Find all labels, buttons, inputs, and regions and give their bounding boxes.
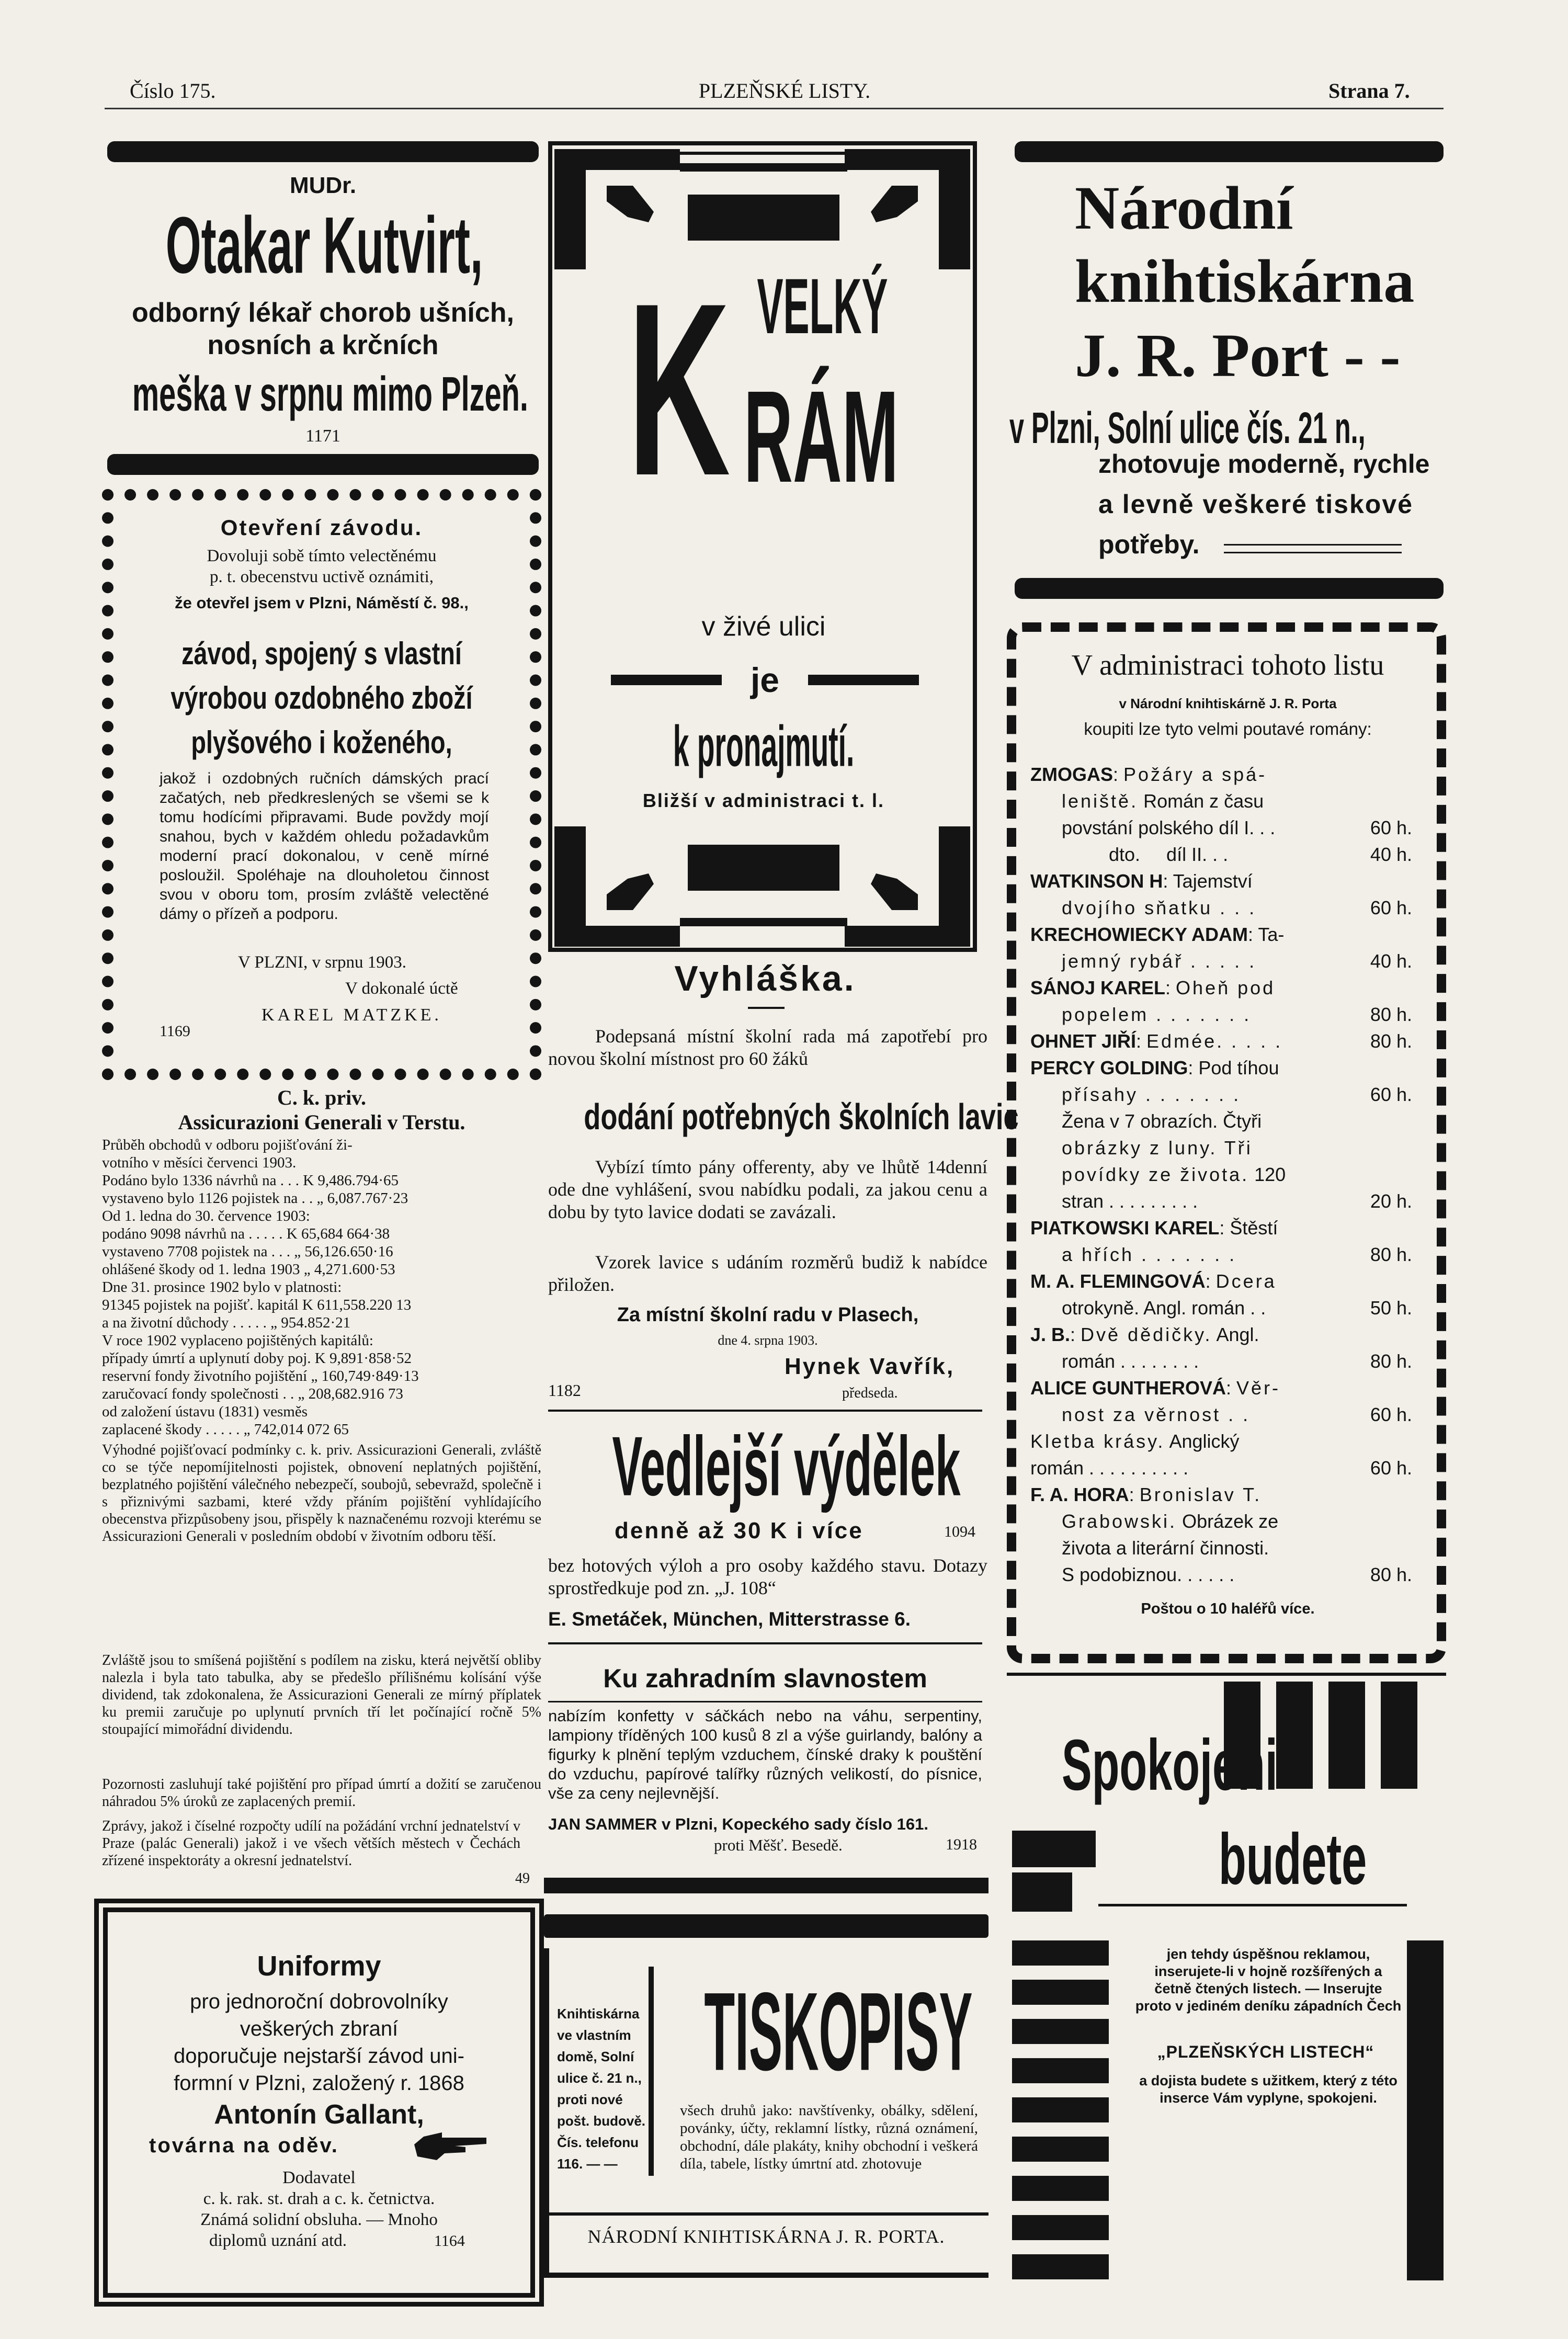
list-item: přísahy . . . . . . . 60 h. xyxy=(1062,1084,1412,1105)
kutvirt-number: 1171 xyxy=(305,426,340,446)
list-item: života a literární činnosti. xyxy=(1062,1537,1269,1559)
porta-desc-2: a levně veškeré tiskové xyxy=(1098,490,1413,519)
kutvirt-bottom-bar xyxy=(107,454,539,475)
generali-para-4: Zprávy, jakož i číselné rozpočty udílí na požádání vrchní jednatelství v Praze (palác Generali) jakož i ve všech větších městech v Čechách zřízené inspektoráty a okresní jednatelství. xyxy=(102,1818,520,1869)
newspaper-title: PLZEŇSKÉ LISTY. xyxy=(698,79,871,103)
gallant-line-2: veškerých zbraní xyxy=(240,2017,399,2040)
page-number: Strana 7. xyxy=(1328,79,1410,103)
vyhlaska-number: 1182 xyxy=(548,1381,581,1400)
matzke-regards: V dokonalé úctě xyxy=(345,979,458,998)
kutvirt-top-bar xyxy=(107,141,539,162)
romany-footer: Poštou o 10 haléřů více. xyxy=(1141,1600,1315,1617)
spokojeni-stripe xyxy=(1012,1940,1109,1966)
list-item: M. A. FLEMINGOVÁ: Dcera xyxy=(1030,1270,1277,1292)
vydelek-number: 1094 xyxy=(944,1523,975,1540)
vyhlaska-title: Vyhláška. xyxy=(674,959,856,998)
kram-rule-left xyxy=(611,675,722,685)
tiskopisy-footer: NÁRODNÍ KNIHTISKÁRNA J. R. PORTA. xyxy=(587,2226,945,2247)
spokojeni-newspaper: „PLZEŇSKÝCH LISTECH“ xyxy=(1157,2042,1374,2061)
generali-line: od založení ústavu (1831) vesměs xyxy=(102,1403,308,1420)
generali-line: Podáno bylo 1336 návrhů na . . . K 9,486.794·65 xyxy=(102,1172,399,1189)
porta-line-1: Národní xyxy=(1075,174,1293,242)
tiskopisy-side-line: proti nové xyxy=(557,2092,623,2107)
generali-line: Dne 31. prosince 1902 bylo v platnosti: xyxy=(102,1279,342,1296)
sammer-opposite: proti Měšť. Besedě. xyxy=(714,1836,843,1854)
porta-line-2: knihtiskárna xyxy=(1075,247,1415,315)
kram-word-1: VELKÝ xyxy=(757,262,888,350)
vyhlaska-benches: dodání potřebných školních lavic xyxy=(584,1096,1019,1137)
vyhlaska-role: předseda. xyxy=(842,1385,898,1401)
generali-line: vystaveno bylo 1126 pojistek na . . „ 6,087.767·23 xyxy=(102,1190,408,1207)
list-item: OHNET JIŘÍ: Edmée. . . . . 80 h. xyxy=(1030,1030,1412,1052)
matzke-big-3: plyšového i koženého, xyxy=(191,725,452,760)
vyhlaska-signer: Hynek Vavřík, xyxy=(785,1354,955,1379)
kram-top-bar-thin xyxy=(680,163,847,172)
list-item: povídky ze života. 120 xyxy=(1062,1164,1286,1185)
issue-number: Číslo 175. xyxy=(130,79,216,103)
gallant-factory: továrna na oděv. xyxy=(149,2134,339,2157)
kutvirt-absence: meška v srpnu mimo Plzeň. xyxy=(132,367,528,421)
list-item: jemný rybář . . . . . 40 h. xyxy=(1062,950,1412,972)
generali-line: zaplacené škody . . . . . „ 742,014 072 65 xyxy=(102,1421,349,1438)
tiskopisy-side-line: ve vlastním xyxy=(557,2027,631,2043)
list-item: popelem . . . . . . . 80 h. xyxy=(1062,1004,1412,1025)
porta-bottom-bar xyxy=(1015,578,1444,599)
romany-title: V administraci tohoto listu xyxy=(1071,649,1384,682)
matzke-number: 1169 xyxy=(160,1023,190,1040)
gallant-number: 1164 xyxy=(434,2232,465,2250)
list-item: KRECHOWIECKY ADAM: Ta- xyxy=(1030,924,1285,945)
tiskopisy-side-line: domě, Solní xyxy=(557,2049,634,2064)
kram-je: je xyxy=(750,661,780,699)
list-item: ZMOGAS: Požáry a spá- xyxy=(1030,764,1267,785)
generali-line: a na životní důchody . . . . . „ 954.852·21 xyxy=(102,1314,351,1331)
generali-line: V roce 1902 vyplaceno pojištěných kapitálů: xyxy=(102,1332,373,1349)
divider xyxy=(548,1410,982,1412)
kram-place: v živé ulici xyxy=(701,611,826,642)
gallant-title: Uniformy xyxy=(257,1950,381,1982)
kram-word-2: RÁM xyxy=(744,364,899,509)
generali-para-3: Pozornosti zasluhují také pojištění pro případ úmrtí a dožití se zaručenou náhradou 5% úroků ze zaplacených premií. xyxy=(102,1776,541,1810)
kutvirt-name: Otakar Kutvirt, xyxy=(165,200,483,291)
vydelek-body: bez hotových výloh a pro osoby každého stavu. Dotazy sprostředkuje pod zn. „J. 108“ xyxy=(548,1555,987,1598)
generali-line: případy úmrtí a uplynutí doby poj. K 9,891·858·52 xyxy=(102,1350,412,1367)
generali-figures xyxy=(102,1136,541,1438)
romany-list xyxy=(1030,761,1412,1588)
porta-desc-3: potřeby. xyxy=(1098,530,1200,559)
tiskopisy-bar-1 xyxy=(544,1878,988,1893)
porta-line-3: J. R. Port - - xyxy=(1075,321,1401,390)
spokojeni-block xyxy=(1012,1831,1096,1867)
porta-address: v Plzni, Solní ulice čís. 21 n., xyxy=(1009,403,1366,452)
vyhlaska-for: Za místní školní radu v Plasech, xyxy=(617,1304,919,1326)
generali-line: votního v měsíci červenci 1903. xyxy=(102,1154,297,1171)
kram-bottom-bar-thin xyxy=(680,918,847,926)
list-item: S podobiznou. . . . . . 80 h. xyxy=(1062,1564,1412,1585)
kram-rent: k pronajmutí. xyxy=(673,714,855,779)
divider xyxy=(548,1642,982,1644)
spokojeni-stripe xyxy=(1012,1980,1109,2005)
spokojeni-stripe xyxy=(1381,1682,1417,1789)
vyhlaska-para-1: Podepsaná místní školní rada má zapotřebí pro novou školní místnost pro 60 žáků xyxy=(548,1026,987,1069)
spokojeni-title-2: budete xyxy=(1219,1819,1367,1900)
tiskopisy-rule xyxy=(544,2212,988,2216)
generali-line: Od 1. ledna do 30. července 1903: xyxy=(102,1208,310,1224)
generali-title-2: Assicurazioni Generali v Terstu. xyxy=(178,1110,465,1134)
generali-para-1: Výhodné pojišťovací podmínky c. k. priv. Assicurazioni Generali, zvláště co se týče nepomíjitelnosti pojistek, obnovení neplatných pojištění, bezplatného pojištění válečného nebezpečí, soubojů, sebevražd, společně i s přiznivými sazbami, které vždy přáním pojištění vyhlídajícího obecenstva přizpůsobeny jsou, přispěly k naznačenému rozvoji kterému se Assicurazioni Generali v posledním období v životním odboru těší. xyxy=(102,1442,541,1545)
spokojeni-block xyxy=(1012,1872,1072,1912)
kutvirt-specialty-1: odborný lékař chorob ušních, xyxy=(132,298,514,328)
kutvirt-prefix: MUDr. xyxy=(289,173,357,198)
tiskopisy-side-line: ulice č. 21 n., xyxy=(557,2070,642,2086)
gallant-supplier: Dodavatel xyxy=(282,2168,356,2187)
sammer-rule xyxy=(548,1701,982,1702)
kram-rule-right xyxy=(808,675,919,685)
tiskopisy-side-line: pošt. budově. xyxy=(557,2113,645,2129)
gallant-supplier-2: Známá solidní obsluha. — Mnoho xyxy=(200,2210,438,2229)
spokojeni-stripe xyxy=(1012,2137,1109,2162)
vyhlaska-para-2: Vybízí tímto pány offerenty, aby ve lhůtě 14denní ode dne vyhlášení, svou nabídku podali, za jakou cenu a dobu by tyto lavice dodati se zavázali. xyxy=(548,1156,987,1222)
matzke-place: V PLZNI, v srpnu 1903. xyxy=(238,953,407,972)
list-item: ALICE GUNTHEROVÁ: Věr- xyxy=(1030,1377,1281,1399)
pointing-hand-icon xyxy=(845,826,970,947)
spokojeni-stripe xyxy=(1012,2019,1109,2044)
list-item: leniště. Román z času xyxy=(1062,790,1264,812)
header-rule xyxy=(105,108,1444,109)
list-item: dvojího sňatku . . . 60 h. xyxy=(1062,897,1412,918)
spokojeni-stripe xyxy=(1012,2254,1109,2279)
kram-more-info: Bližší v administraci t. l. xyxy=(642,790,885,811)
list-item: román . . . . . . . . 80 h. xyxy=(1062,1350,1412,1372)
tiskopisy-bar-2 xyxy=(544,1914,988,1938)
gallant-line-3: doporučuje nejstarší závod uni- xyxy=(174,2045,464,2068)
spokojeni-para-1: jen tehdy úspěšnou reklamou, inserujete-li v hojně rozšířených a četně čtených listech. — Inserujte proto v jediném deníku západních Čech xyxy=(1135,1946,1402,2014)
pointing-hand-icon xyxy=(554,826,680,947)
generali-line: Průběh obchodů v odboru pojišťování ži- xyxy=(102,1137,353,1153)
spokojeni-top-rule xyxy=(1007,1673,1446,1676)
kram-bottom-block xyxy=(688,845,839,891)
gallant-supplier-1: c. k. rak. st. drah a c. k. četnictva. xyxy=(203,2189,435,2208)
pointing-hand-icon xyxy=(845,149,970,269)
list-item: WATKINSON H: Tajemství xyxy=(1030,870,1253,892)
vydelek-address: E. Smetáček, München, Mitterstrasse 6. xyxy=(548,1608,911,1630)
pointing-hand-icon xyxy=(554,149,680,269)
matzke-big-1: závod, spojený s vlastní xyxy=(181,636,462,671)
generali-number: 49 xyxy=(515,1870,530,1887)
gallant-name: Antonín Gallant, xyxy=(214,2099,424,2130)
vydelek-sub: denně až 30 K i více xyxy=(615,1518,863,1543)
list-item: SÁNOJ KAREL: Oheň pod xyxy=(1030,977,1276,998)
list-item: F. A. HORA: Bronislav T. xyxy=(1030,1484,1262,1505)
porta-top-bar xyxy=(1015,141,1444,162)
list-item: Žena v 7 obrazích. Čtyři xyxy=(1062,1110,1262,1132)
sammer-body: nabízím konfetty v sáčkách nebo na váhu, serpentiny, lampiony tříděných 100 kusů 8 zl a výše guirlandy, balóny a figurky k plnění teplým vzduchem, čínské draky k pouštění do vzduchu, papírové talířky různých velikostí, do písnice, vše za ceny nejlevnější. xyxy=(548,1707,982,1802)
spokojeni-para-2: a dojista budete s užitkem, který z této inserce Vám vyplyne, spokojeni. xyxy=(1139,2073,1397,2106)
list-item: J. B.: Dvě dědičky. Angl. xyxy=(1030,1324,1259,1345)
spokojeni-right-bar xyxy=(1407,1940,1444,2280)
tiskopisy-bottom-rule xyxy=(544,2273,988,2278)
list-item: povstání polského díl I. . . 60 h. xyxy=(1062,817,1412,838)
generali-line: reservní fondy životního pojištění „ 160,749·849·13 xyxy=(102,1368,419,1384)
gallant-supplier-3: diplomů uznání atd. xyxy=(209,2231,347,2250)
romany-sub-1: v Národní knihtiskárně J. R. Porta xyxy=(1119,696,1337,711)
gallant-line-4: formní v Plzni, založený r. 1868 xyxy=(174,2072,464,2095)
tiskopisy-body: všech druhů jako: navštívenky, obálky, sdělení, povánky, účty, reklamní lístky, různá oznámení, obchodní, dále plakáty, knihy obchodní i veškerá díla, tabele, lístky úmrtní atd. zhotovuje xyxy=(680,2102,978,2172)
spokojeni-stripe xyxy=(1012,2097,1109,2122)
kutvirt-specialty-2: nosních a krčních xyxy=(207,330,439,360)
vyhlaska-rule xyxy=(748,1007,785,1009)
spokojeni-stripe xyxy=(1012,2215,1109,2240)
list-item: Kletba krásy. Anglický xyxy=(1030,1430,1240,1452)
tiskopisy-side-text xyxy=(557,2003,645,2175)
sammer-address: JAN SAMMER v Plzni, Kopeckého sady číslo 161. xyxy=(548,1815,929,1833)
spokojeni-stripe xyxy=(1012,2176,1109,2201)
sammer-number: 1918 xyxy=(946,1836,977,1853)
matzke-big-2: výrobou ozdobného zboží xyxy=(171,680,473,716)
tiskopisy-side-line: 116. — — xyxy=(557,2156,618,2172)
tiskopisy-title: TISKOPISY xyxy=(704,1970,973,2094)
matzke-body: jakož i ozdobných ručních dámských prací začatých, neb předkreslených se všemi se k tomu hodícími připravami. Bude povždy mojí snahou, bych v každém ohledu požadavkům moderní prací dokonalou, v ceně mírné posloužil. Spoléhaje na dlouholetou činnost svou v oboru tom, prosím zvláště velectěné dámy o přízeň a podporu. xyxy=(160,770,489,923)
generali-line: vystaveno 7708 pojistek na . . . „ 56,126.650·16 xyxy=(102,1243,393,1260)
matzke-intro-2: p. t. obecenstvu uctivě oznámiti, xyxy=(210,567,434,586)
matzke-signature: KAREL MATZKE. xyxy=(262,1005,442,1025)
list-item: PIATKOWSKI KAREL: Štěstí xyxy=(1030,1217,1278,1239)
matzke-intro-1: Dovoluji sobě tímto velectěnému xyxy=(207,547,437,565)
spokojeni-title-1: Spokojeni xyxy=(1062,1724,1278,1806)
matzke-heading: Otevření závodu. xyxy=(220,515,423,540)
matzke-intro-3: že otevřel jsem v Plzni, Náměstí č. 98., xyxy=(175,594,469,612)
list-item: PERCY GOLDING: Pod tíhou xyxy=(1030,1057,1279,1078)
generali-line: podáno 9098 návrhů na . . . . . K 65,684 664·38 xyxy=(102,1225,390,1242)
generali-line: zaručovací fondy společnosti . . „ 208,682.916 73 xyxy=(102,1386,403,1402)
tiskopisy-side-line: Knihtiskárna xyxy=(557,2006,640,2022)
porta-rule-lines xyxy=(1224,544,1402,553)
list-item: román . . . . . . . . . . 60 h. xyxy=(1030,1457,1412,1479)
kram-big-letter: K xyxy=(627,252,731,527)
generali-line: ohlášené škody od 1. ledna 1903 „ 4,271.600·53 xyxy=(102,1261,395,1278)
vydelek-title: Vedlejší výdělek xyxy=(612,1418,961,1514)
tiskopisy-inner-rule xyxy=(649,1967,654,2176)
pointing-hand-icon xyxy=(413,2131,486,2163)
gallant-line-1: pro jednoroční dobrovolníky xyxy=(190,1990,448,2013)
spokojeni-stripe xyxy=(1012,2058,1109,2083)
generali-para-2: Zvláště jsou to smíšená pojištění s podílem na zisku, která největší obliby nalezla i byla tato tabulka, aby se předešlo přílišnému kolísání výše dividend, tak zdokonalena, že Assicurazioni Generali ze mírný příplatek ku premii zaručuje po uplynutí prvních tří let počínající ročně 5% stoupající mimořádní dividendu. xyxy=(102,1652,541,1738)
vyhlaska-para-3: Vzorek lavice s udáním rozměrů budiž k nabídce přiložen. xyxy=(548,1252,987,1295)
list-item: nost za věrnost . . 60 h. xyxy=(1062,1404,1412,1425)
list-item: Grabowski. Obrázek ze xyxy=(1062,1511,1279,1532)
list-item: obrázky z luny. Tři xyxy=(1062,1137,1253,1159)
tiskopisy-side-line: Čís. telefonu xyxy=(557,2134,639,2150)
generali-title-1: C. k. priv. xyxy=(277,1086,367,1109)
list-item: dto. díl II. . . 40 h. xyxy=(1109,844,1412,865)
sammer-title: Ku zahradním slavnostem xyxy=(603,1664,927,1693)
kram-top-block xyxy=(688,195,839,241)
list-item: stran . . . . . . . . . 20 h. xyxy=(1062,1190,1412,1212)
list-item: otrokyně. Angl. román . . 50 h. xyxy=(1062,1297,1412,1319)
generali-line: 91345 pojistek na pojišť. kapitál K 611,558.220 13 xyxy=(102,1297,412,1313)
spokojeni-rule xyxy=(1098,1904,1407,1906)
vyhlaska-date: dne 4. srpna 1903. xyxy=(718,1333,818,1348)
porta-desc-1: zhotovuje moderně, rychle xyxy=(1098,449,1430,479)
romany-sub-2: koupiti lze tyto velmi poutavé romány: xyxy=(1084,719,1372,739)
list-item: a hřích . . . . . . . 80 h. xyxy=(1062,1244,1412,1265)
